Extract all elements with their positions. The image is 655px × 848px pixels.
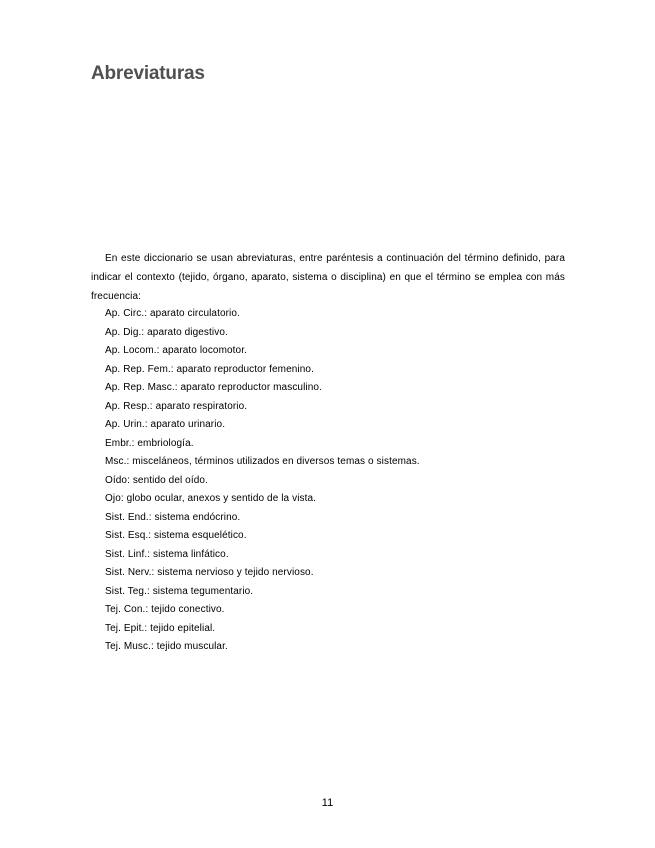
list-item: Sist. Linf.: sistema linfático. (105, 548, 229, 560)
list-item: Tej. Musc.: tejido muscular. (105, 641, 228, 652)
list-item: Ap. Resp.: aparato respiratorio. (105, 400, 248, 412)
intro-paragraph: En este diccionario se usan abreviaturas, entre paréntesis a continuación del término definido, para indicar el contexto (tejido, órgano, aparato, sistema o disciplina) en que el término se emplea con más frecuencia: (91, 253, 565, 302)
list-item: Sist. Esq.: sistema esquelético. (105, 530, 247, 541)
page-number: 11 (321, 797, 334, 809)
list-item: Sist. Teg.: sistema tegumentario. (105, 585, 254, 597)
list-item: Tej. Epit.: tejido epitelial. (105, 622, 216, 634)
list-item: Tej. Con.: tejido conectivo. (105, 604, 225, 615)
list-item: Sist. End.: sistema endócrino. (105, 511, 241, 523)
list-item: Ap. Rep. Masc.: aparato reproductor masculino. (105, 382, 322, 393)
list-item: Embr.: embriología. (105, 437, 194, 449)
page-title: Abreviaturas (91, 63, 205, 84)
list-item: Msc.: misceláneos, términos utilizados en diversos temas o sistemas. (105, 456, 420, 467)
list-item: Ap. Urin.: aparato urinario. (105, 419, 226, 430)
abbreviation-list (105, 305, 420, 657)
list-item: Ap. Dig.: aparato digestivo. (105, 326, 228, 338)
list-item: Ap. Rep. Fem.: aparato reproductor femenino. (105, 363, 314, 375)
list-item: Oído: sentido del oído. (105, 474, 208, 486)
list-item: Ap. Locom.: aparato locomotor. (105, 345, 247, 356)
list-item: Ojo: globo ocular, anexos y sentido de la vista. (105, 493, 317, 504)
list-item: Sist. Nerv.: sistema nervioso y tejido nervioso. (105, 567, 314, 578)
list-item: Ap. Circ.: aparato circulatorio. (105, 308, 240, 319)
